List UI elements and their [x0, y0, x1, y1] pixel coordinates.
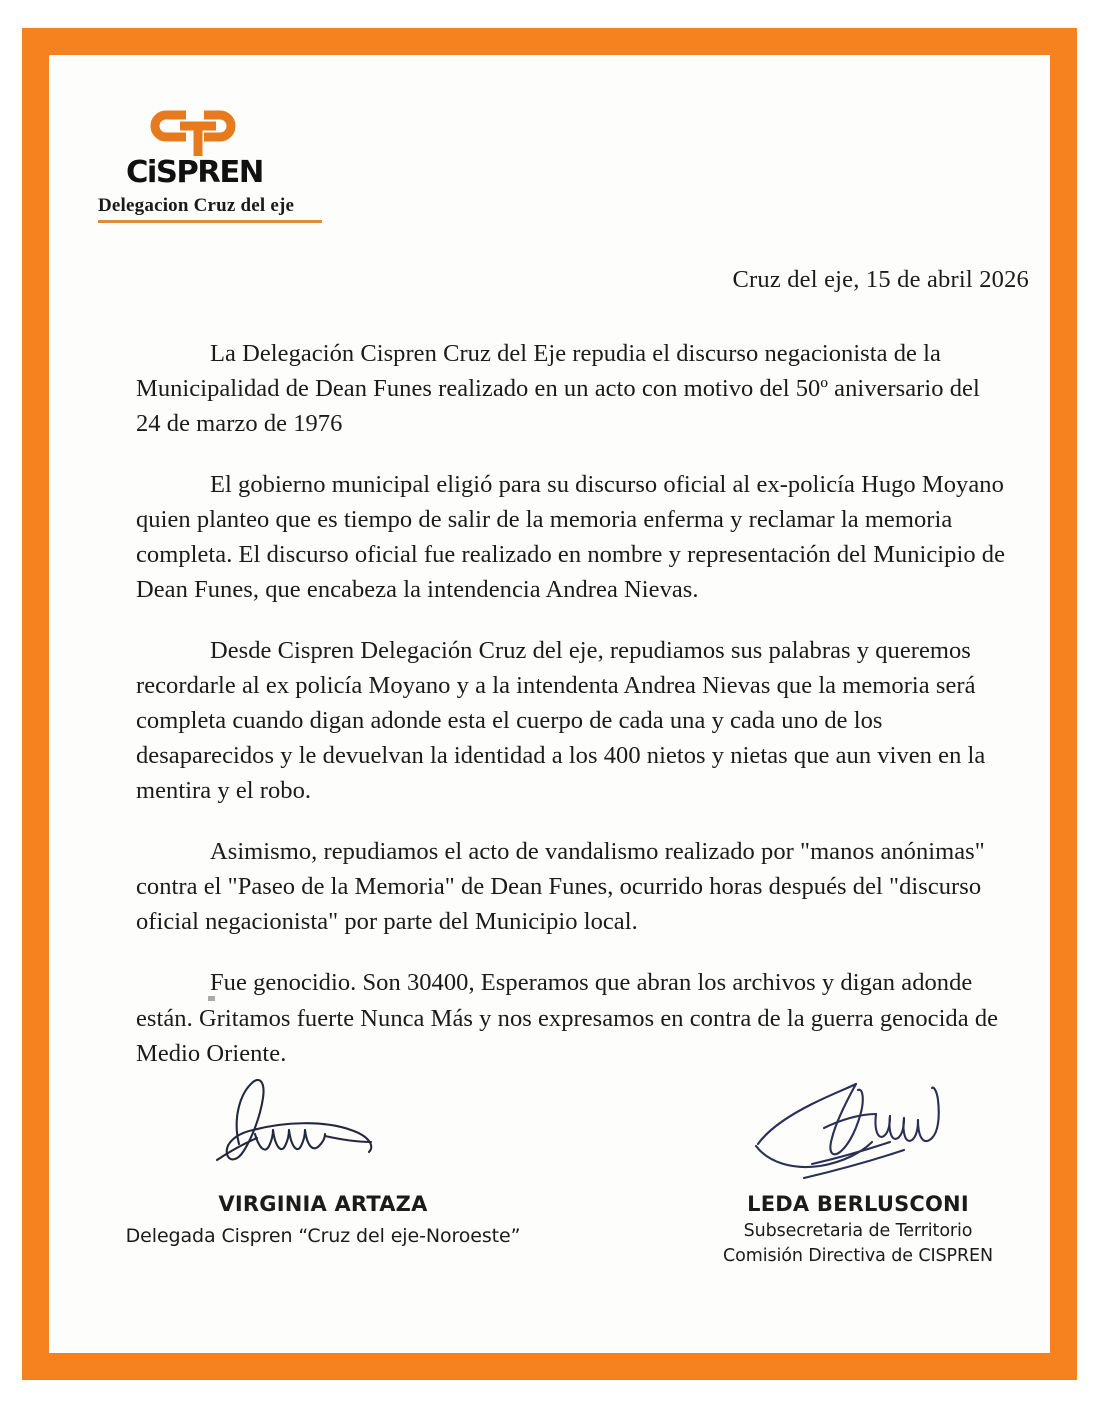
signatory-role: Comisión Directiva de CISPREN: [723, 1246, 993, 1266]
body-paragraph: Asimismo, repudiamos el acto de vandalismo realizado por "manos anónimas" contra el "Paseo de la Memoria" de Dean Funes, ocurrido horas después del "discurso oficial negacionista" por parte del Municipio local.: [136, 838, 985, 936]
signatory-role: Subsecretaria de Territorio: [743, 1221, 973, 1241]
letterhead: [98, 106, 398, 223]
letterhead-rule: [98, 220, 322, 223]
body-paragraph: Desde Cispren Delegación Cruz del eje, repudiamos sus palabras y queremos recordarle al ex policía Moyano y a la intendenta Andrea Nievas que la memoria será completa cuando digan adonde esta el cuerpo de cada una y cada uno de los desaparecidos y le devuelvan la identidad a los 400 nietos y nietas que aun viven en la mentira y el robo.: [136, 637, 986, 805]
body-paragraph: Fue genocidio. Son 30400, Esperamos que abran los archivos y digan adonde están. Gritamos fuerte Nunca Más y nos expresamos en contra de la guerra genocida de Medio Oriente.: [136, 969, 999, 1067]
letterhead-subtitle: Delegacion Cruz del eje: [98, 195, 295, 216]
signature-row: [52, 1068, 1047, 1266]
dateline: Cruz del eje, 15 de abril 2026: [732, 266, 1029, 293]
cispren-chain-logo-icon: [146, 106, 250, 162]
body-paragraph: El gobierno municipal eligió para su discurso oficial al ex-policía Hugo Moyano quien planteo que es tiempo de salir de la memoria enferma y reclamar la memoria completa. El discurso oficial fue realizado en nombre y representación del Municipio de Dean Funes, que encabeza la intendencia Andrea Nievas.: [136, 471, 1006, 604]
signatory-name: VIRGINIA ARTAZA: [218, 1192, 428, 1216]
handwritten-signature-icon: [728, 1068, 988, 1188]
body-paragraph: La Delegación Cispren Cruz del Eje repudia el discurso negacionista de la Municipalidad de Dean Funes realizado en un acto con motivo del 50º aniversario del 24 de marzo de 1976: [136, 340, 980, 438]
signature-block-right: [693, 1068, 1023, 1266]
signatory-role: Delegada Cispren “Cruz del eje-Noroeste”: [125, 1225, 521, 1247]
signature-block-left: [108, 1068, 538, 1266]
handwritten-signature-icon: [173, 1068, 473, 1188]
signatory-name: LEDA BERLUSCONI: [747, 1192, 969, 1216]
cispren-wordmark: CiSPREN: [126, 155, 263, 190]
scan-artifact: [208, 996, 215, 1001]
letter-body: [136, 336, 1005, 1097]
document-sheet: [52, 58, 1047, 1350]
